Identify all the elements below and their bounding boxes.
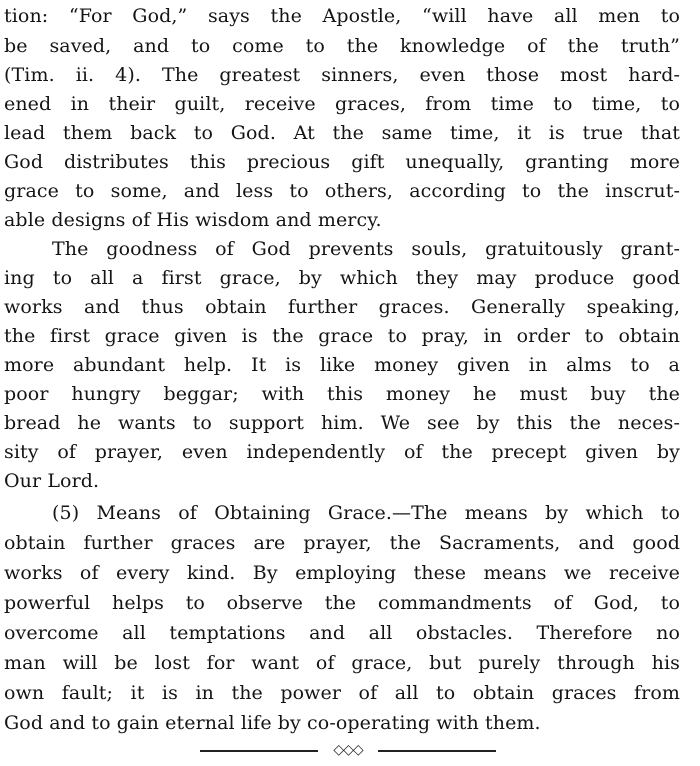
text-line: Our Lord. [4,470,100,492]
text-line: the first grace given is the grace to pray, in order to obtain [4,325,680,347]
diamond-ornament-icon: ◇◇◇ [333,742,363,758]
text-line: able designs of His wisdom and mercy. [4,209,382,231]
text-line: ing to all a first grace, by which they may produce good [4,267,680,289]
text-line: bread he wants to support him. We see by this the neces- [4,412,680,434]
text-line: overcome all temptations and all obstacles. Therefore no [4,622,680,644]
text-line: (Tim. ii. 4). The greatest sinners, even those most hard- [4,64,680,86]
text-line: powerful helps to observe the commandments of God, to [4,592,680,614]
text-line: obtain further graces are prayer, the Sacraments, and good [4,532,680,554]
text-line: own fault; it is in the power of all to obtain graces from [4,682,680,704]
text-line: works and thus obtain further graces. Generally speaking, [4,296,680,318]
text-line: tion: “For God,” says the Apostle, “will have all men to [4,5,680,27]
text-line: God and to gain eternal life by co-operating with them. [4,712,541,734]
divider-rule-left [200,750,318,752]
text-line: God distributes this precious gift unequally, granting more [4,151,680,173]
text-line: The goodness of God prevents souls, gratuitously grant- [52,238,680,260]
text-line: (5) Means of Obtaining Grace.—The means by which to [52,502,680,524]
section-divider-ornament [200,740,496,760]
text-line: works of every kind. By employing these means we receive [4,562,680,584]
text-line: sity of prayer, even independently of the precept given by [4,441,680,463]
text-line: poor hungry beggar; with this money he must buy the [4,383,680,405]
text-line: ened in their guilt, receive graces, from time to time, to [4,93,680,115]
divider-rule-right [378,750,496,752]
text-line: more abundant help. It is like money given in alms to a [4,354,680,376]
text-line: be saved, and to come to the knowledge of the truth” [4,35,680,57]
text-line: man will be lost for want of grace, but purely through his [4,652,680,674]
text-line: lead them back to God. At the same time, it is true that [4,122,680,144]
text-line: grace to some, and less to others, according to the inscrut- [4,180,680,202]
